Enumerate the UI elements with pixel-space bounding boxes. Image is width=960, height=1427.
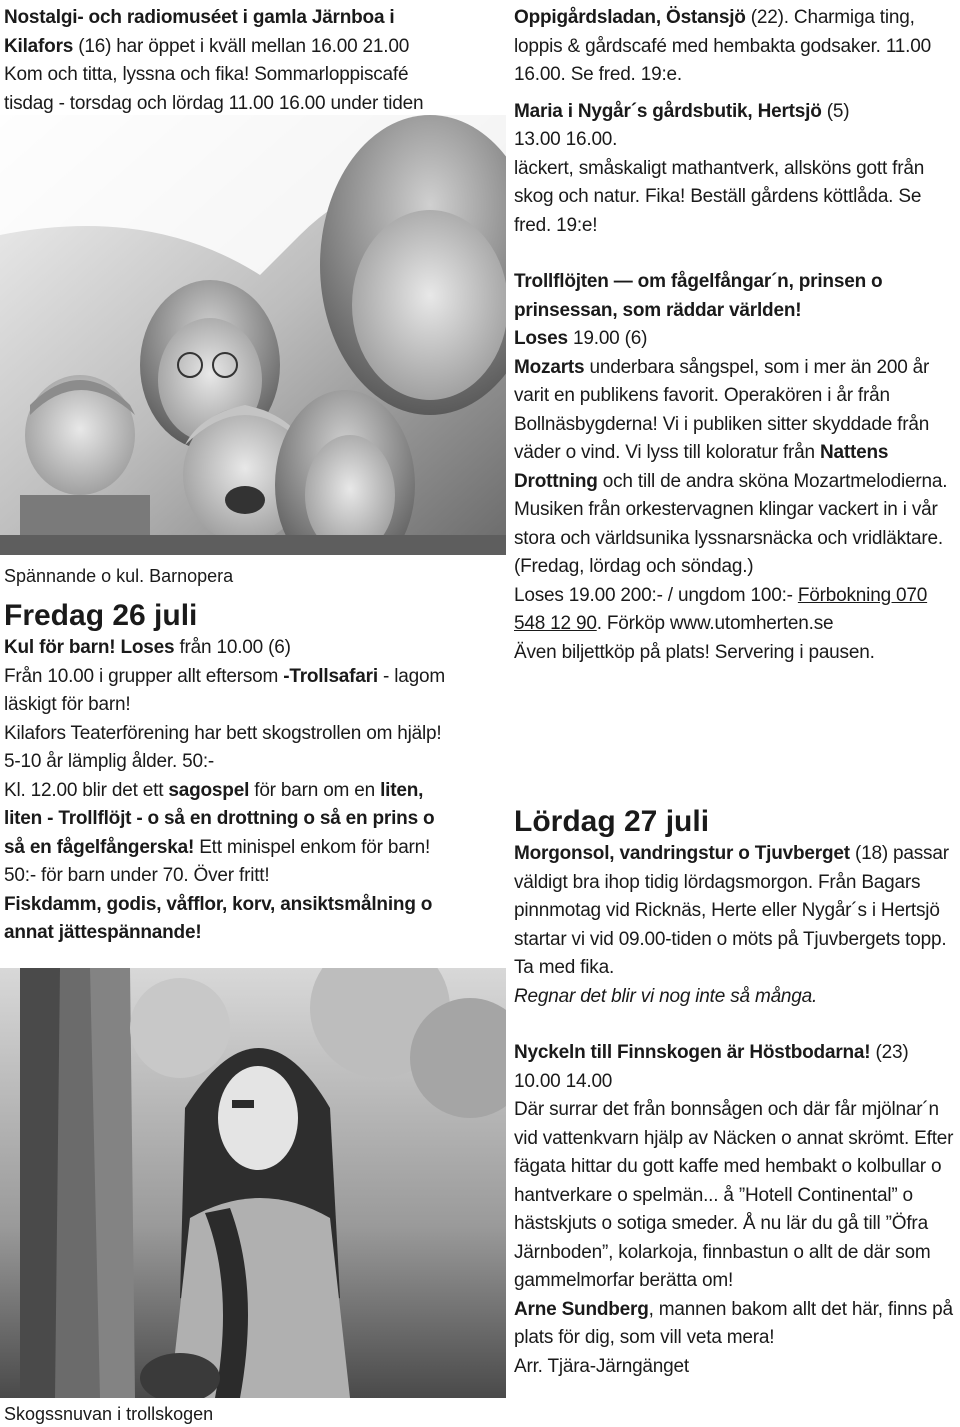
tjuvberget [514,840,954,983]
hostbodarna-num: (23) [870,1042,909,1063]
fiskdamm: Fiskdamm, godis, våfflor, korv, ansiktsmålning o annat jättespännande! [4,893,433,943]
oppigardsladan-details: (22). Charmiga ting, loppis & gårdscafé med hembakta godsaker. 11.00 16.00. Se fred. 19:e. [514,7,931,85]
arne-line [514,1296,954,1353]
rain-note: Regnar det blir vi nog inte så många. [514,985,818,1007]
arranger: Arr. Tjära-Järngänget [514,1355,689,1377]
trollsafari: -Trollsafari [283,665,378,687]
saturday-section [514,840,954,1381]
saga-title: liten, liten - Trollflöjt - o så en drottning o så en prins o så en fågelfångerska! [4,779,435,858]
trollflojten-body [514,354,954,582]
hostbodarna-body: Där surrar det från bonnsågen och där får mjölnar´n vid vattenkvarn hjälp av Näcken o annat skrömt. Efter fägata hittar du gott kaffe med hembakt o kolbullar o hantverkare o spelmän... å ”Hotell Continental” o hästskjuts o sotiga smeder. Å nu lär du gå till ”Öfra Järnboden”, kolarkoja, finnbastun o allt de där som gammelmorfar berätta om! [514,1099,954,1291]
tjuvberget-title: Morgonsol, vandringstur o Tjuvberget [514,843,850,864]
friday-section [4,634,450,948]
saturday-heading: Lördag 27 juli [514,805,710,838]
maria-time: 13.00 16.00. [514,129,618,150]
right-column [514,4,954,667]
nattens-drottning: Nattens Drottning [514,442,889,492]
maria-title-line [514,98,954,127]
price-text: Loses 19.00 200:- / ungdom 100:- [514,584,798,606]
friday-line2 [4,663,450,720]
friday-heading: Fredag 26 juli [4,599,198,632]
booking-link[interactable]: Förbokning 070 548 12 90 [514,584,928,634]
arne-sundberg: Arne Sundberg [514,1298,649,1320]
tjuvberget-rain [514,983,954,1012]
hostbodarna-title-line [514,1039,954,1068]
saga-details: Ett minispel enkom för barn! 50:- för barn under 70. Över fritt! [4,836,431,886]
trollflojten-desc1: underbara sångspel, som i mer än 200 år varit en publikens favorit. Operakören i år från Bollnäsbygderna! Vi i publiken sitter skyddade från väder o vind. Vi lyss till koloratur från [514,356,930,463]
presale-text: . Förköp www.utomherten.se [596,613,834,634]
loses-time: 19.00 (6) [567,328,648,349]
museum-details: (16) har öppet i kväll mellan 16.00 21.00 Kom och titta, lyssna och fika! Sommarloppiscafé tisdag - torsdag och lördag 11.00 16.00 under tiden [4,35,424,114]
trollflojten-loses [514,325,954,354]
arne-desc: , mannen bakom allt det här, finns på plats för dig, som vill veta mera! [514,1298,953,1348]
trollflojten-desc2: och till de andra sköna Mozartmelodierna. Musiken från orkestervagnen klingar vackert in i vår stora och världsunika lyssnarsnäcka och vridläktare. (Fredag, lördag och söndag.) [514,470,948,577]
maria-num: (5) [821,100,850,122]
hostbodarna-time: 10.00 14.00 [514,1070,613,1092]
museum-title: Nostalgi- och radiomuséet i gamla Järnboa i Kilafors [4,7,395,57]
children-photo [0,115,506,555]
trollsafari-desc: - lagom läskigt för barn! [4,665,445,715]
sagospel: sagospel [168,779,250,801]
friday-line4 [4,777,450,891]
maria-title: Maria i Nygår´s gårdsbutik, Hertsjö [514,100,822,122]
friday-kids-fun: Kul för barn! Loses [4,637,175,658]
oppigardsladan-title: Oppigårdsladan, Östansjö [514,7,746,28]
trollflojten-onsite: Även biljettköp på plats! Servering i pausen. [514,641,875,663]
friday-line3: Kilafors Teaterförening har bett skogstrollen om hjälp! 5-10 år lämplig ålder. 50:- [4,722,442,772]
trollflojten-price [514,582,954,639]
saga-time: Kl. 12.00 blir det ett [4,779,169,801]
friday-time: från 10.00 (6) [174,637,291,658]
friday-line5 [4,891,450,948]
hostbodarna-title: Nyckeln till Finnskogen är Höstbodarna! [514,1042,871,1063]
forest-photo [0,968,506,1398]
maria-body: läckert, småskaligt mathantverk, allsköns gott från skog och natur. Fika! Beställ gårdens köttlåda. Se fred. 19:e! [514,157,925,236]
tjuvberget-details: (18) passar väldigt bra ihop tidig lördagsmorgon. Från Bagars pinnmotag vid Ricknäs, Herte eller Nygår´s i Hertsjö startar vi vid 09.00-tiden o möts på Tjuvbergets topp. Ta med fika. [514,843,949,978]
trollflojten-title-line [514,268,954,325]
friday-groups: Från 10.00 i grupper allt eftersom [4,665,284,687]
photo1-caption: Spännande o kul. Barnopera [4,566,234,586]
oppigardsladan [514,4,954,90]
friday-line1 [4,634,450,663]
trollflojten-title: Trollflöjten — om fågelfångar´n, prinsen o prinsessan, som räddar världen! [514,271,883,321]
saga-for: för barn om en [249,779,381,801]
photo2-caption: Skogssnuvan i trollskogen [4,1404,214,1424]
mozarts: Mozarts [514,356,585,378]
loses-label: Loses [514,328,568,349]
